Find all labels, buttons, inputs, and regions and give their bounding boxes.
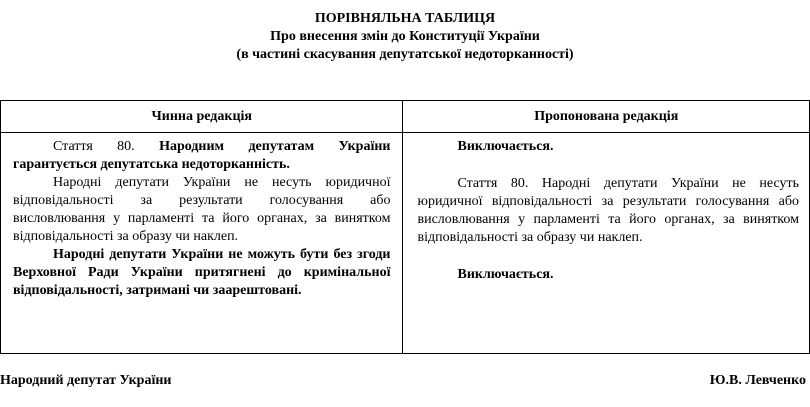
proposed-paragraph-1-bold: Виключається. (457, 139, 554, 154)
current-paragraph-3 (13, 246, 390, 300)
document-title: ПОРІВНЯЛЬНА ТАБЛИЦЯ (314, 11, 496, 26)
current-text-cell (1, 133, 403, 354)
document-note: (в частині скасування депутатської недоторканності) (236, 47, 574, 62)
signatory-name: Ю.В. Левченко (709, 373, 806, 388)
document-header (0, 10, 810, 64)
current-paragraph-3-bold: Народні депутати України не можуть бути без згоди Верховної Ради України притягнені до кримінальної відповідальності, затримані чи заарештовані. (13, 247, 391, 298)
table-header-row (1, 101, 810, 133)
article-number: Стаття 80. (53, 139, 160, 154)
column-header-current: Чинна редакція (1, 101, 403, 133)
proposed-paragraph-3-bold: Виключається. (457, 267, 554, 282)
comparison-table (0, 100, 810, 354)
proposed-paragraph-3 (417, 266, 799, 284)
current-paragraph-1-bold: Народним депутатам України гарантується депутатська недоторканність. (13, 139, 391, 172)
document-subtitle: Про внесення змін до Конституції України (270, 29, 540, 44)
current-paragraph-2: Народні депутати України не несуть юридичної відповідальності за результати голосування або висловлювання у парламенті та його органах, за винятком відповідальності за образу чи наклеп. (13, 175, 391, 244)
current-paragraph-1 (13, 138, 390, 174)
proposed-text-cell (403, 133, 810, 354)
signatory-position: Народний депутат України (0, 373, 172, 388)
column-header-proposed: Пропонована редакція (403, 101, 810, 133)
table-row (1, 133, 810, 354)
proposed-paragraph-2: Стаття 80. Народні депутати України не несуть юридичної відповідальності за результати голосування або висловлювання у парламенті та його органах, за винятком відповідальності за образу чи наклеп. (417, 176, 799, 245)
proposed-paragraph-1 (417, 138, 799, 156)
